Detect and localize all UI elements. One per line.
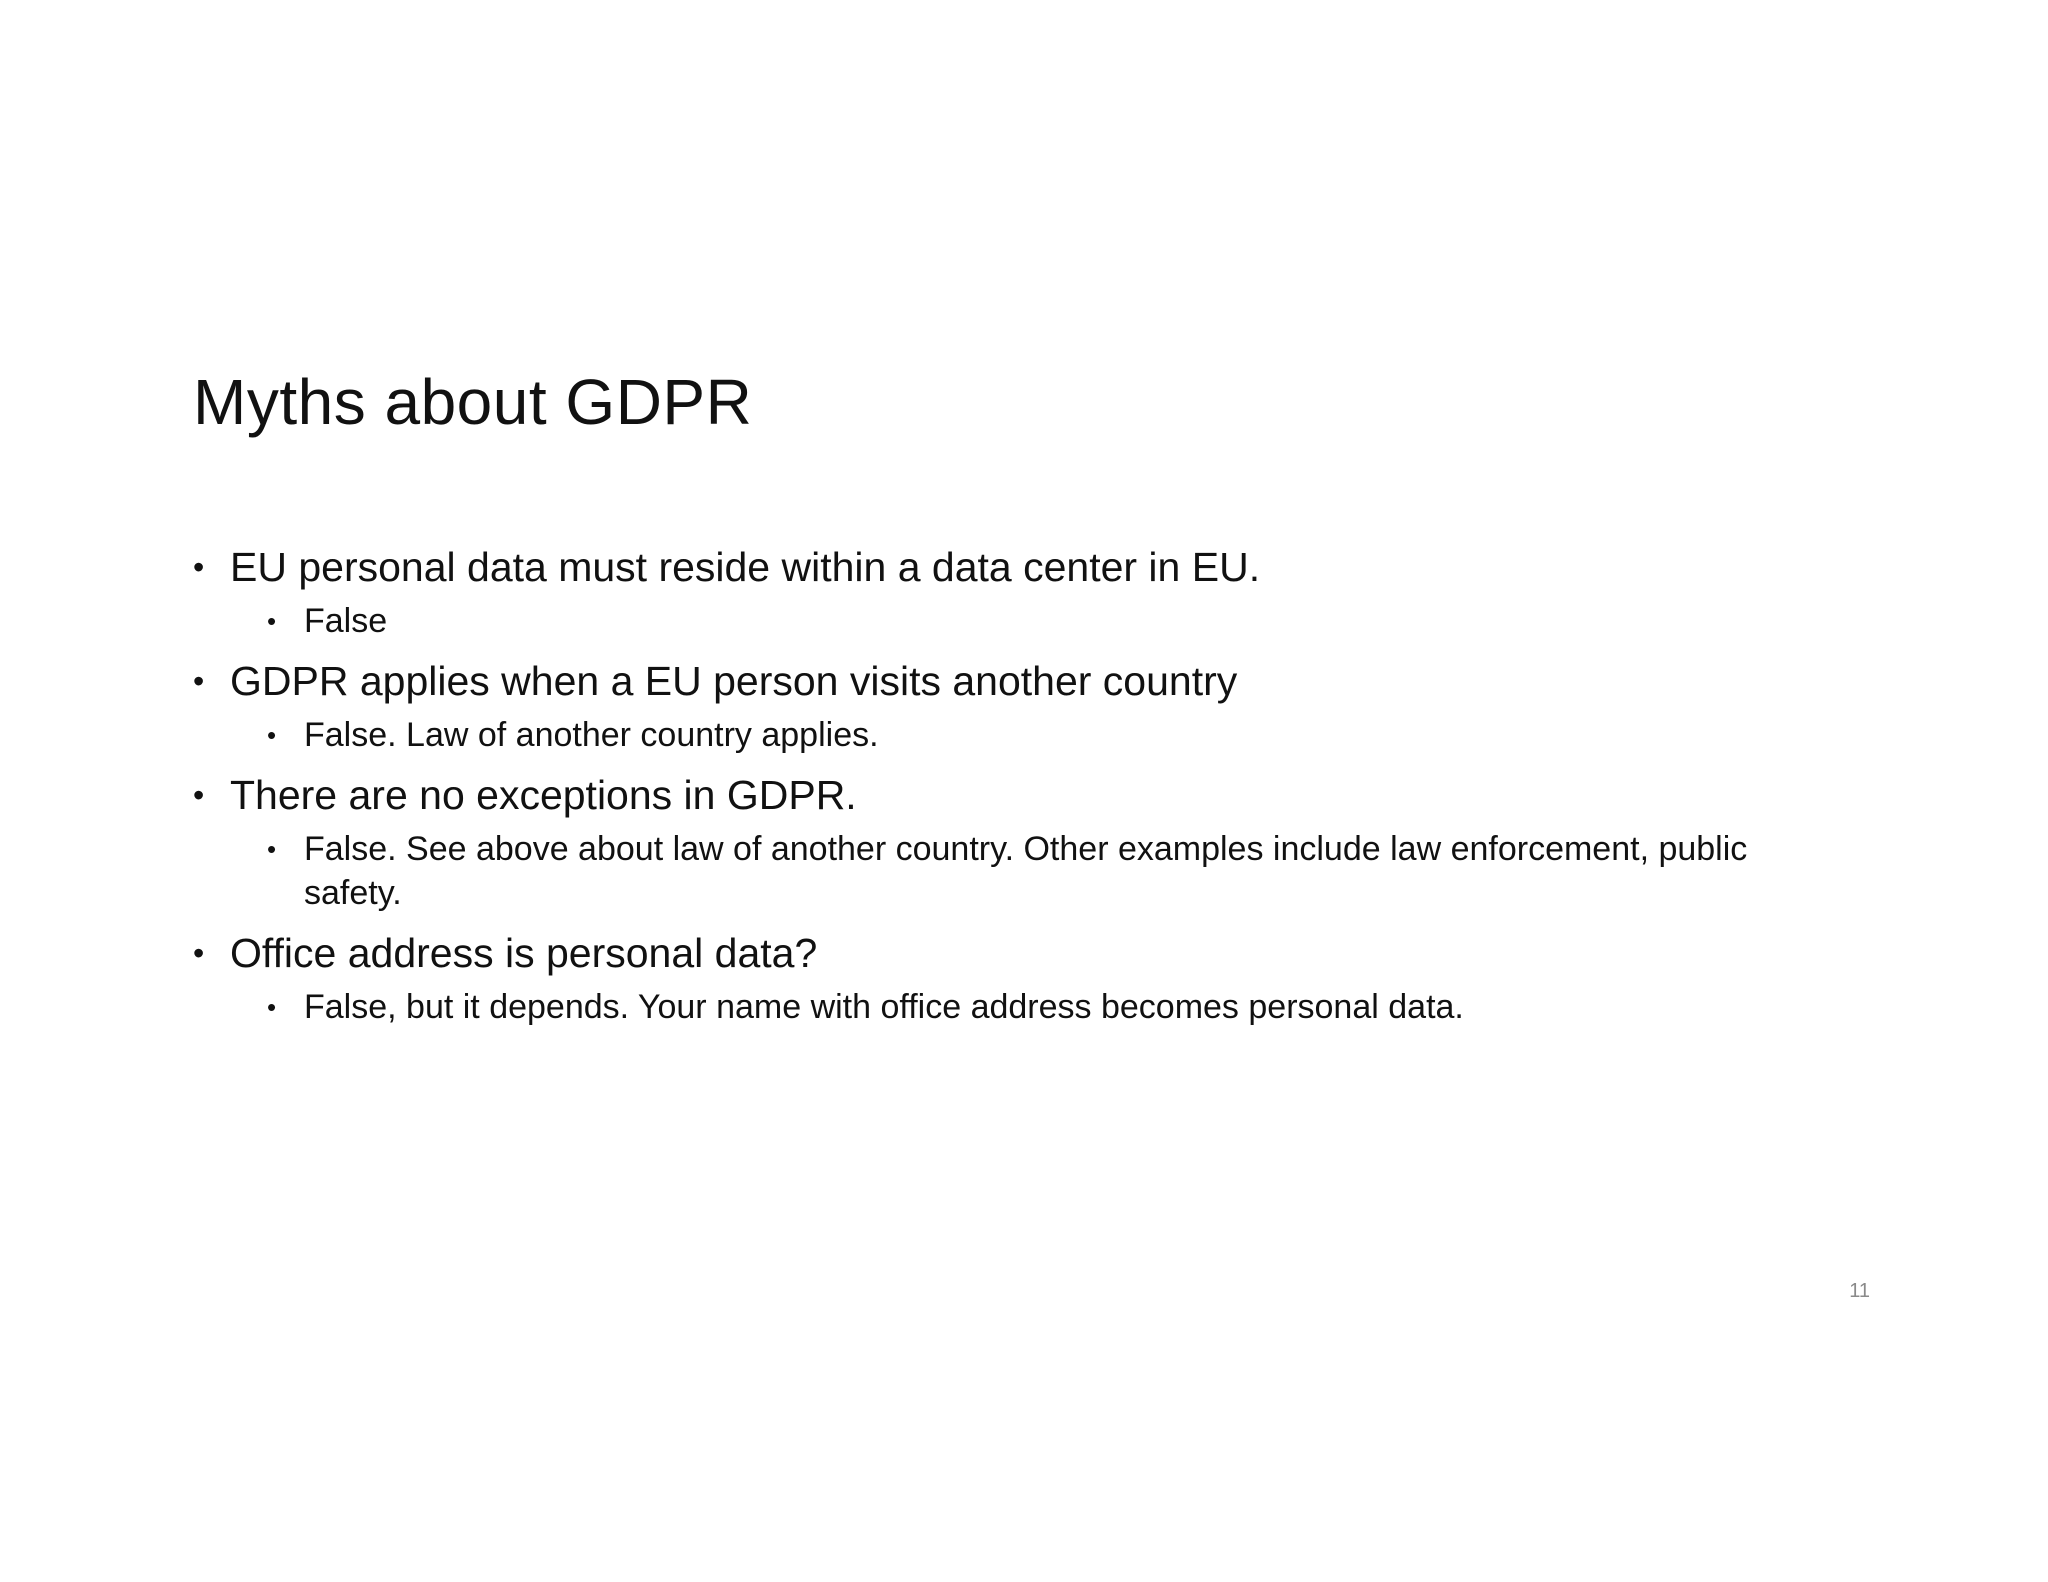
list-item-text: There are no exceptions in GDPR. (230, 772, 857, 818)
sub-list (230, 599, 1833, 643)
sub-list-item-text: False. Law of another country applies. (304, 716, 879, 754)
list-item (193, 763, 1833, 915)
sub-list-item (193, 599, 1833, 643)
list-item-text: EU personal data must reside within a data center in EU. (230, 544, 1261, 590)
bullet-icon: • (267, 992, 277, 1022)
list-item (193, 921, 1833, 1029)
sub-list-item (193, 713, 1833, 757)
list-item-text: GDPR applies when a EU person visits another country (230, 658, 1238, 704)
sub-list-item (193, 827, 1833, 915)
slide-title: Myths about GDPR (193, 366, 753, 438)
list-item (193, 649, 1833, 757)
list-item-text: Office address is personal data? (230, 930, 818, 976)
sub-list (230, 985, 1833, 1029)
sub-list-item (193, 985, 1833, 1029)
sub-list-item-text: False. See above about law of another country. Other examples include law enforcement, public safety. (304, 830, 1748, 912)
bullet-icon: • (193, 935, 205, 971)
page-number: 11 (1849, 1280, 1870, 1302)
bullet-icon: • (193, 663, 205, 699)
bullet-icon: • (267, 720, 277, 750)
sub-list-item-text: False, but it depends. Your name with office address becomes personal data. (304, 988, 1464, 1026)
sub-list-item-text: False (304, 602, 388, 640)
bullet-icon: • (267, 606, 277, 636)
list-item (193, 535, 1833, 643)
bullet-icon: • (193, 549, 205, 585)
sub-list (230, 827, 1833, 915)
bullet-list (193, 535, 1833, 1029)
bullet-icon: • (193, 777, 205, 813)
sub-list (230, 713, 1833, 757)
bullet-icon: • (267, 834, 277, 864)
